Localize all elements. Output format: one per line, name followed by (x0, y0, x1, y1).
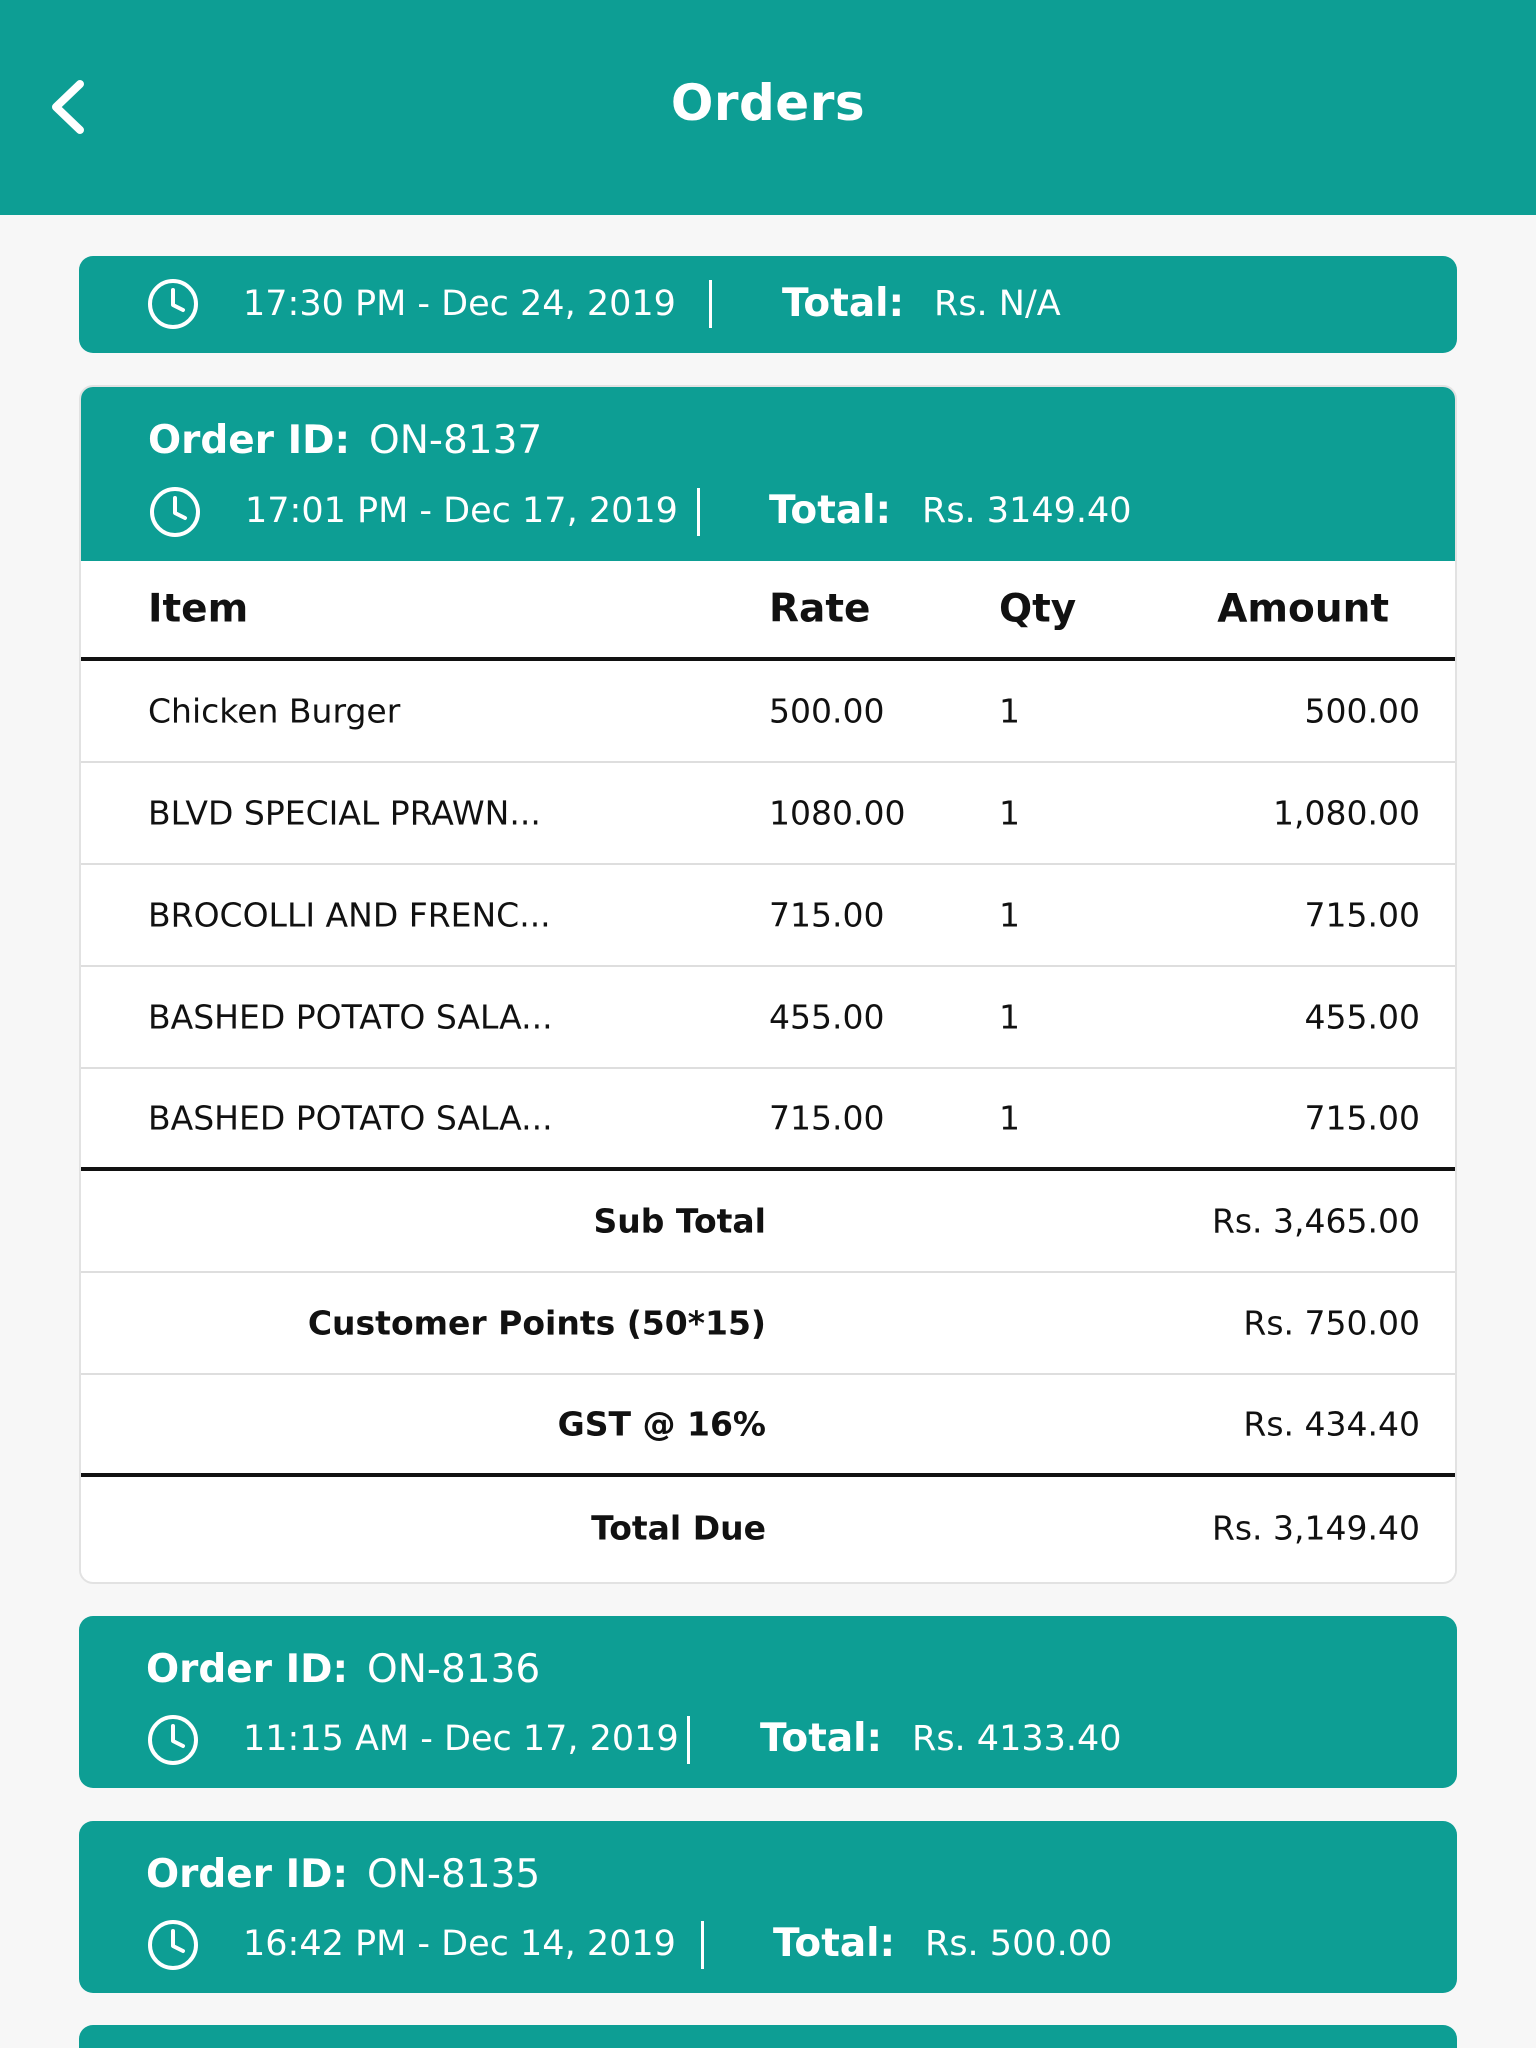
summary-row-points (81, 1273, 1455, 1375)
item-amount: 1,080.00 (1273, 793, 1420, 833)
total-label: Total: (769, 488, 892, 533)
col-qty-header: Qty (999, 586, 1077, 632)
item-rate: 455.00 (769, 997, 885, 1037)
table-row (81, 763, 1455, 865)
clock-icon (146, 1713, 200, 1767)
order-card[interactable] (79, 256, 1457, 353)
item-qty: 1 (999, 997, 1020, 1037)
item-qty: 1 (999, 895, 1020, 935)
order-id: ON-8137 (369, 418, 543, 463)
order-id: ON-8136 (367, 1647, 541, 1692)
order-time: 17:01 PM - Dec 17, 2019 (245, 491, 678, 531)
item-name: BLVD SPECIAL PRAWN... (148, 793, 541, 833)
order-card-expanded[interactable] (79, 385, 1457, 1584)
summary-value: Rs. 3,149.40 (1211, 1508, 1420, 1548)
item-rate: 715.00 (769, 895, 885, 935)
order-total: Rs. 3149.40 (922, 491, 1132, 531)
summary-row-gst (81, 1375, 1455, 1477)
total-label: Total: (773, 1921, 896, 1966)
order-time: 16:42 PM - Dec 14, 2019 (243, 1924, 676, 1964)
total-label: Total: (782, 281, 905, 326)
divider (709, 280, 712, 328)
order-total: Rs. 4133.40 (912, 1719, 1122, 1759)
item-rate: 715.00 (769, 1098, 885, 1138)
item-rate: 1080.00 (769, 793, 906, 833)
page-title: Orders (670, 74, 866, 132)
col-amount-header: Amount (1217, 586, 1389, 632)
table-header (81, 561, 1455, 661)
item-name: BASHED POTATO SALA... (148, 997, 553, 1037)
summary-value: Rs. 3,465.00 (1211, 1201, 1420, 1241)
order-card-partial[interactable] (79, 2025, 1457, 2048)
order-time: 11:15 AM - Dec 17, 2019 (243, 1719, 679, 1759)
item-name: BROCOLLI AND FRENC... (148, 895, 551, 935)
item-amount: 455.00 (1304, 997, 1420, 1037)
item-qty: 1 (999, 1098, 1020, 1138)
item-amount: 715.00 (1304, 1098, 1420, 1138)
summary-value: Rs. 434.40 (1243, 1404, 1420, 1444)
summary-label: Sub Total (593, 1201, 766, 1241)
clock-icon (146, 1918, 200, 1972)
item-amount: 715.00 (1304, 895, 1420, 935)
order-time: 17:30 PM - Dec 24, 2019 (243, 284, 676, 324)
divider (701, 1921, 704, 1969)
col-item-header: Item (148, 586, 249, 632)
table-row (81, 661, 1455, 763)
order-id-label: Order ID: (148, 418, 351, 463)
item-amount: 500.00 (1304, 691, 1420, 731)
order-id-label: Order ID: (146, 1852, 349, 1897)
item-qty: 1 (999, 691, 1020, 731)
clock-icon (148, 485, 202, 539)
order-total: Rs. 500.00 (925, 1924, 1113, 1964)
summary-label: Customer Points (50*15) (307, 1303, 766, 1343)
item-name: BASHED POTATO SALA... (148, 1098, 553, 1138)
divider (687, 1716, 690, 1764)
item-rate: 500.00 (769, 691, 885, 731)
order-total: Rs. N/A (934, 284, 1061, 324)
clock-icon (146, 277, 200, 331)
order-items-table (81, 561, 1455, 1579)
item-qty: 1 (999, 793, 1020, 833)
top-bar (0, 0, 1536, 215)
order-card-header[interactable] (81, 387, 1455, 561)
order-card[interactable] (79, 1616, 1457, 1788)
table-row (81, 967, 1455, 1069)
table-row (81, 865, 1455, 967)
summary-label: GST @ 16% (557, 1404, 766, 1444)
table-row (81, 1069, 1455, 1171)
order-card[interactable] (79, 1821, 1457, 1993)
summary-row-total-due (81, 1477, 1455, 1579)
order-id-label: Order ID: (146, 1647, 349, 1692)
col-rate-header: Rate (769, 586, 871, 632)
order-id: ON-8135 (367, 1852, 541, 1897)
item-name: Chicken Burger (148, 691, 401, 731)
divider (697, 488, 700, 536)
summary-value: Rs. 750.00 (1243, 1303, 1420, 1343)
summary-row-subtotal (81, 1171, 1455, 1273)
summary-label: Total Due (591, 1508, 766, 1548)
total-label: Total: (760, 1716, 883, 1761)
